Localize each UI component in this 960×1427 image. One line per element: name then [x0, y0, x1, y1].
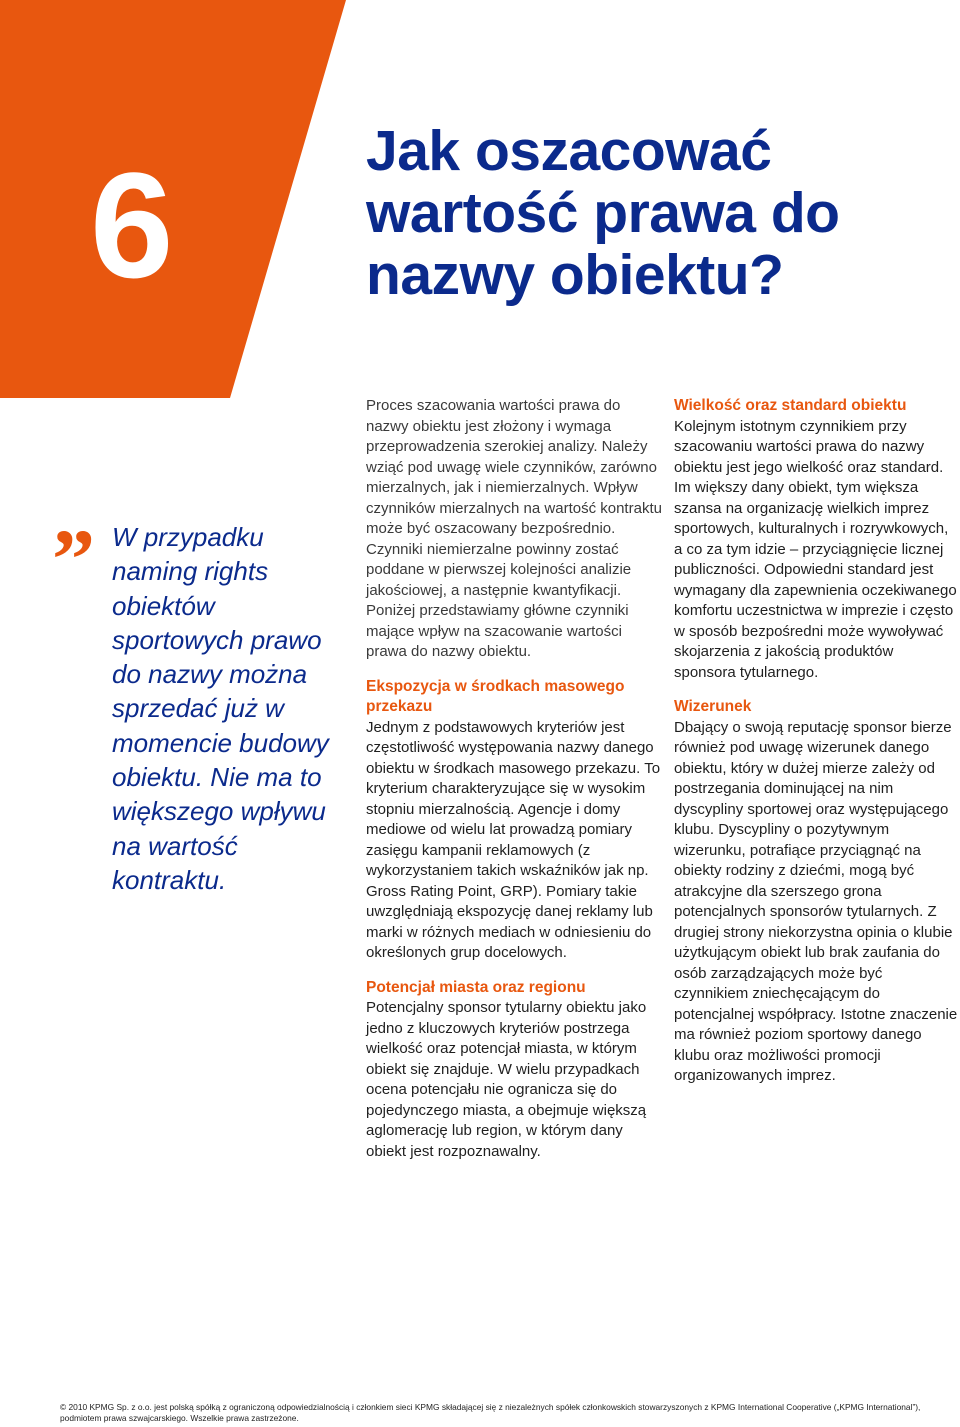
section-body-city-potential: Potencjalny sponsor tytularny obiektu jako jedno z kluczowych kryteriów postrzega wielkość oraz potencjał miasta, w którym obiekt się znajduje. W wielu przypadkach ocena potencjału nie ogranicza się do pojedynczego miasta, a obejmuje większą aglomerację lub region, w którym dany obiekt jest rozpoznawalny. — [366, 999, 647, 1160]
right-column — [674, 396, 958, 1087]
pull-quote: W przypadku naming rights obiektów sportowych prawo do nazwy można sprzedać już w momencie budowy obiektu. Nie ma to większego wpływu na wartość kontraktu. — [112, 522, 329, 895]
section-heading-media-exposure: Ekspozycja w środkach masowego przekazu — [366, 677, 625, 715]
page-title: Jak oszacować wartość prawa do nazwy obiektu? — [366, 119, 840, 307]
quote-mark: ” — [52, 511, 95, 607]
middle-column — [366, 396, 666, 1162]
copyright-footer: © 2010 KPMG Sp. z o.o. jest polską spółką z ograniczoną odpowiedzialnością i członkiem sieci KPMG składającej się z niezależnych spółek członkowskich stowarzyszonych z KPMG International Cooperative („KPMG International”), podmiotem prawa szwajcarskiego. Wszelkie prawa zastrzeżone. — [60, 1402, 921, 1423]
section-heading-size-standard: Wielkość oraz standard obiektu — [674, 397, 907, 414]
intro-paragraph: Proces szacowania wartości prawa do nazwy obiektu jest złożony i wymaga przeprowadzenia szerokiej analizy. Należy wziąć pod uwagę wiele czynników, zarówno mierzalnych, jak i niemierzalnych. Wpływ czynników mierzalnych na wartość kontraktu może być oszacowany bezpośrednio. Czynniki niemierzalne powinny zostać poddane w pierwszej kolejności analizie jakościowej, a następnie kwantyfikacji. Poniżej przedstawiamy główne czynniki mające wpływ na szacowanie wartości prawa do nazwy obiektu. — [366, 397, 662, 660]
section-heading-city-potential: Potencjał miasta oraz regionu — [366, 978, 586, 996]
section-body-image: Dbający o swoją reputację sponsor bierze również pod uwagę wizerunek danego obiektu, który w dużej mierze zależy od postrzegania dominującej na nim dyscypliny sportowej oraz występującego klubu. Dyscypliny o pozytywnym wizerunku, potrafiące przyciągnąć na obiekty rodziny z dziećmi, mogą być atrakcyjne dla szerszego grona potencjalnych sponsorów tytularnych. Z drugiej strony niekorzystna opinia o klubie użytkującym obiekt lub brak zaufania do osób zarządzających może być czynnikiem zniechęcającym do potencjalnej współpracy. Istotne znaczenie ma również poziom sportowy danego klubu oraz możliwości promocji organizowanych imprez. — [674, 718, 958, 1084]
section-heading-image: Wizerunek — [674, 698, 752, 715]
chapter-number: 6 — [90, 141, 174, 309]
section-body-size-standard: Kolejnym istotnym czynnikiem przy szacowaniu wartości prawa do nazwy obiektu jest jego wielkość oraz standard. Im większy dany obiekt, tym większa szansa na organizację wielkich imprez sportowych, kulturalnych i rozrywkowych, a co za tym idzie – przyciągnięcie licznej publiczności. Odpowiedni standard jest wymagany dla zapewnienia oczekiwanego komfortu uczestnictwa w imprezie i często w sposób bezpośredni może wywoływać skojarzenia z jakością produktów sponsora tytularnego. — [674, 417, 957, 681]
section-body-media-exposure: Jednym z podstawowych kryteriów jest częstotliwość występowania nazwy danego obiektu w środkach masowego przekazu. To kryterium charakteryzujące się w wysokim stopniu mierzalnością. Agencje i domy mediowe od wielu lat prowadzą pomiary zasięgu kampanii reklamowych (z wykorzystaniem takich wskaźników jak np. Gross Rating Point, GRP). Pomiary takie uwzględniają ekspozycję danej reklamy lub marki w różnych mediach w odniesieniu do określonych grup docelowych. — [366, 718, 661, 961]
